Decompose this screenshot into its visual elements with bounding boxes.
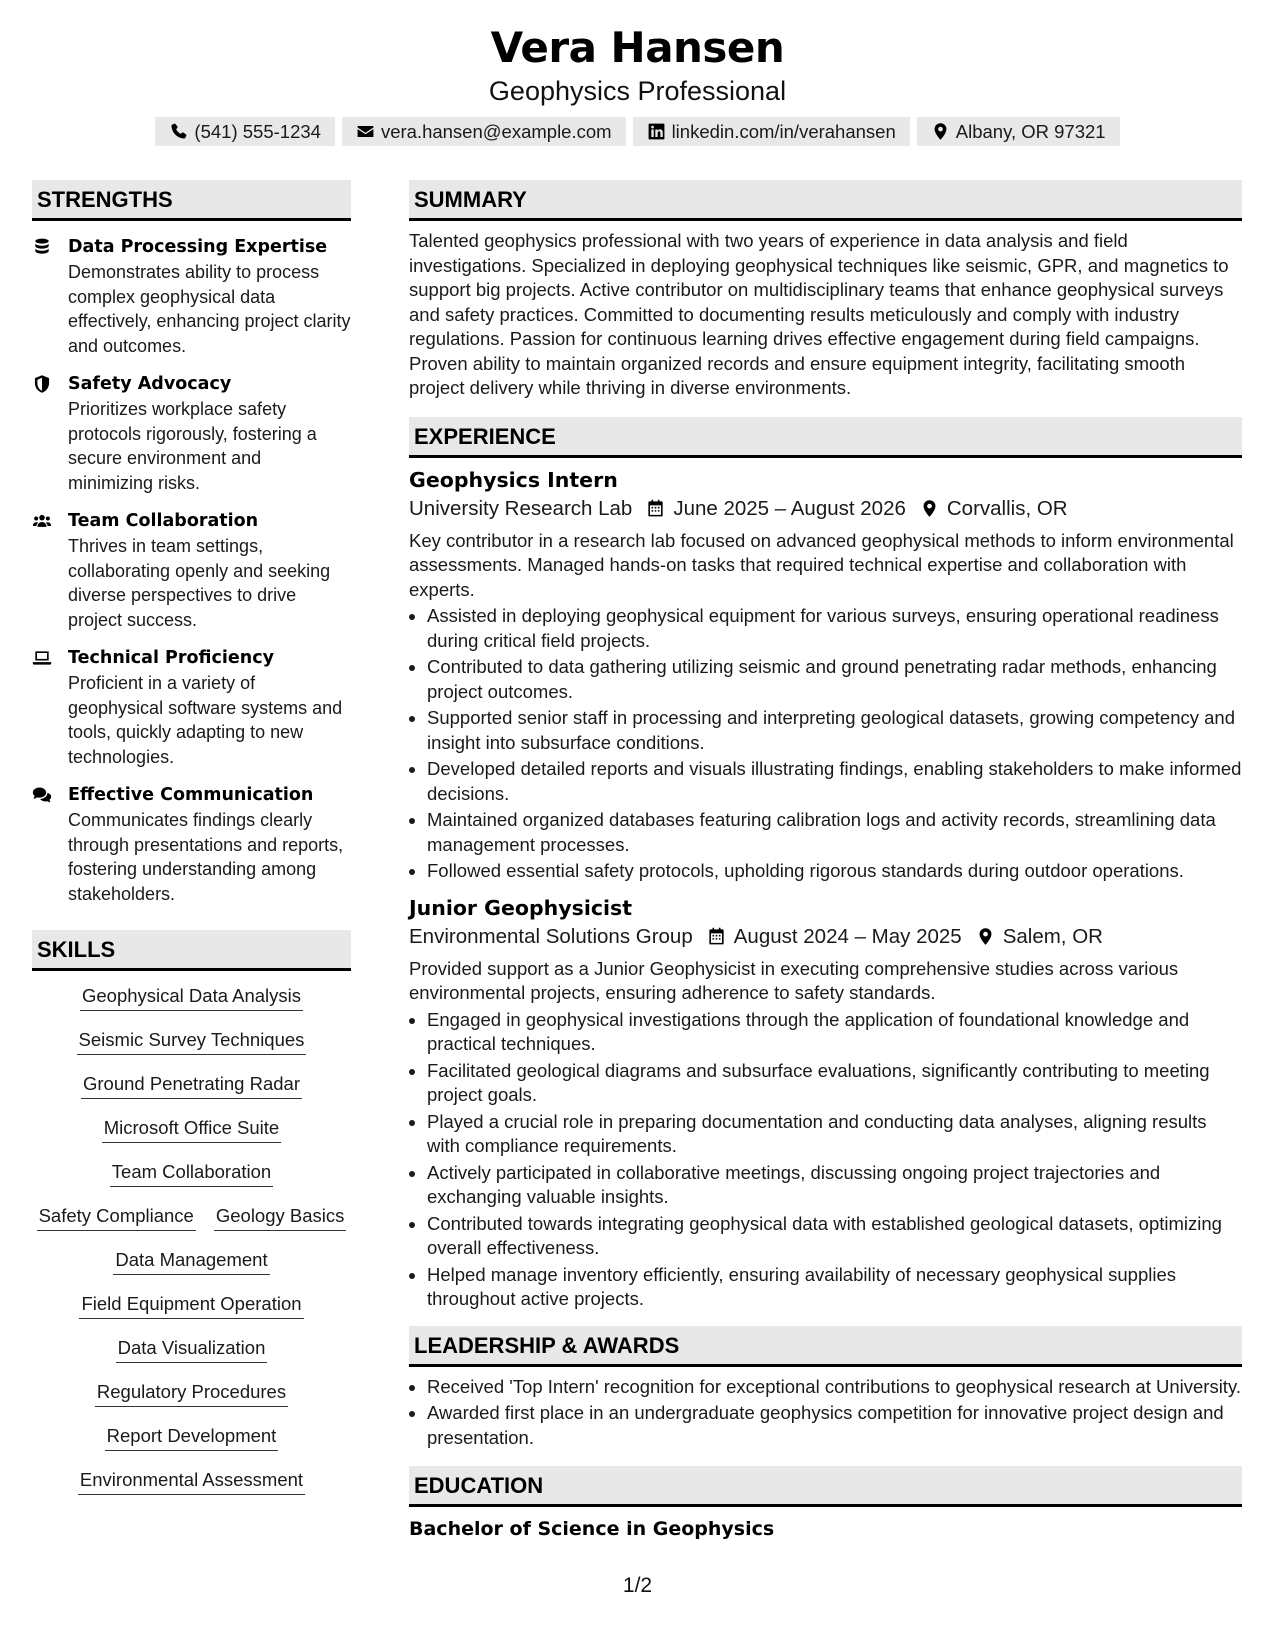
candidate-title: Geophysics Professional [488,76,787,106]
skill-tag: Team Collaboration [110,1160,273,1187]
right-column [409,180,1242,1542]
job-meta [409,923,1242,951]
strength-title: Technical Proficiency [68,648,274,668]
strength-title: Team Collaboration [68,511,259,531]
skill-tag: Seismic Survey Techniques [77,1028,307,1055]
awards-heading: LEADERSHIP & AWARDS [409,1326,1242,1367]
envelope-icon [356,122,375,141]
strength-desc: Thrives in team settings, collaborating openly and seeking diverse perspectives to drive project success. [68,536,331,630]
linkedin-icon [647,122,666,141]
experience-heading: EXPERIENCE [409,417,1242,458]
job-org: University Research Lab [409,496,633,520]
strength-title: Safety Advocacy [68,374,232,394]
job-bullet: • Contributed to data gathering utilizing seismic and ground penetrating radar methods, enhancing project outcomes. [427,655,1242,704]
skill-tag: Environmental Assessment [78,1468,305,1495]
calendar-icon [707,927,726,946]
resume-header [0,20,1275,146]
job-dates: August 2024 – May 2025 [733,924,962,948]
job-org: Environmental Solutions Group [409,924,693,948]
strength-item [32,783,351,906]
comments-icon [32,785,52,805]
candidate-name: Vera Hansen [490,23,785,72]
page-number: 1/2 [622,1574,653,1597]
job-bullet: • Facilitated geological diagrams and subsurface evaluations, significantly contributing to meeting project goals. [427,1059,1242,1108]
job-bullet: • Developed detailed reports and visuals illustrating findings, enabling stakeholders to make informed decisions. [427,757,1242,806]
job-bullet: • Actively participated in collaborative meetings, discussing ongoing project trajectories and exchanging valuable insights. [427,1161,1242,1210]
award-item: • Awarded first place in an undergraduate geophysics competition for innovative project design and presentation. [427,1401,1242,1450]
job-bullet: • Contributed towards integrating geophysical data with established geological datasets, optimizing overall effectiveness. [427,1212,1242,1261]
job-meta [409,495,1242,523]
strengths-heading: STRENGTHS [32,180,351,221]
skill-tag: Data Management [113,1248,269,1275]
strength-item [32,372,351,495]
skill-tag: Regulatory Procedures [95,1380,288,1407]
skill-tag: Microsoft Office Suite [102,1116,281,1143]
contact-location[interactable] [917,117,1120,146]
job-location: Corvallis, OR [946,496,1068,520]
laptop-icon [32,648,52,668]
contact-email-text: vera.hansen@example.com [380,120,612,142]
skill-tag: Data Visualization [116,1336,268,1363]
job-bullet: • Played a crucial role in preparing documentation and conducting data analyses, aligning results with compliance requirements. [427,1110,1242,1159]
contact-phone-text: (541) 555-1234 [194,120,321,142]
job-location: Salem, OR [1002,924,1103,948]
contact-phone[interactable] [155,117,335,146]
summary-text: Talented geophysics professional with two years of experience in data analysis and field investigations. Specialized in deploying geophysical techniques like seismic, GPR, and magnetics to support big projects. Active contributor on multidisciplinary teams that enhance geophysical surveys and safety practices. Committed to documenting results meticulously and comply with industry regulations. Passion for continuous learning drives effective engagement during field campaigns. Proven ability to maintain organized records and ensure equipment integrity, facilitating smooth project delivery while thriving in diverse environments. [409,230,1229,398]
job-bullets [409,604,1242,884]
strength-desc: Prioritizes workplace safety protocols rigorously, fostering a secure environment and minimizing risks. [68,399,317,493]
contact-location-text: Albany, OR 97321 [955,120,1106,142]
job-bullet: • Maintained organized databases featuring calibration logs and activity records, streamlining data management processes. [427,808,1242,857]
job-bullet: • Followed essential safety protocols, upholding rigorous standards during outdoor operations. [427,859,1242,884]
job-title: Junior Geophysicist [409,895,633,920]
job-bullet: • Supported senior staff in processing and interpreting geological datasets, growing competency and insight into subsurface conditions. [427,706,1242,755]
job-bullet: • Engaged in geophysical investigations through the application of foundational knowledge and practical techniques. [427,1008,1242,1057]
strength-item [32,235,351,358]
contact-linkedin-text: linkedin.com/in/verahansen [671,120,896,142]
phone-icon [169,122,188,141]
skill-tag: Field Equipment Operation [79,1292,303,1319]
strength-desc: Proficient in a variety of geophysical software systems and tools, quickly adapting to new technologies. [68,673,343,767]
map-pin-icon [976,927,995,946]
skills-list [32,984,351,1495]
job-description: Key contributor in a research lab focused on advanced geophysical methods to inform environmental assessments. Managed hands-on tasks that required technical expertise and collaboration with experts. [409,529,1234,600]
awards-list [409,1375,1242,1451]
job-bullets [409,1008,1242,1312]
strength-desc: Demonstrates ability to process complex geophysical data effectively, enhancing project clarity and outcomes. [68,262,351,356]
strength-title: Effective Communication [68,785,314,805]
job-bullet: • Helped manage inventory efficiently, ensuring availability of necessary geophysical supplies throughout active projects. [427,1263,1242,1312]
strength-item [32,509,351,632]
contact-bar [0,117,1275,146]
job-entry [409,466,1242,884]
skill-tag: Geology Basics [214,1204,347,1231]
skills-heading: SKILLS [32,930,351,971]
contact-linkedin[interactable] [633,117,910,146]
job-bullet: • Assisted in deploying geophysical equipment for various surveys, ensuring operational readiness during critical field projects. [427,604,1242,653]
strength-item [32,646,351,769]
users-icon [32,511,52,531]
education-degree: Bachelor of Science in Geophysics [409,1518,775,1540]
map-pin-icon [920,499,939,518]
education-heading: EDUCATION [409,1466,1242,1507]
skill-tag: Geophysical Data Analysis [80,984,303,1011]
skill-tag: Ground Penetrating Radar [81,1072,302,1099]
contact-email[interactable] [342,117,626,146]
shield-icon [32,374,52,394]
job-entry [409,894,1242,1312]
award-item: • Received 'Top Intern' recognition for exceptional contributions to geophysical research at University. [427,1375,1242,1400]
skill-tag: Report Development [105,1424,279,1451]
calendar-icon [646,499,665,518]
database-icon [32,237,52,257]
job-description: Provided support as a Junior Geophysicist in executing comprehensive studies across various environmental projects, ensuring adherence to safety standards. [409,957,1179,1003]
left-column [32,180,351,1495]
strength-desc: Communicates findings clearly through presentations and reports, fostering understanding among stakeholders. [68,810,344,904]
summary-heading: SUMMARY [409,180,1242,221]
job-title: Geophysics Intern [409,467,618,492]
job-dates: June 2025 – August 2026 [673,496,906,520]
map-pin-icon [931,122,950,141]
skill-tag: Safety Compliance [37,1204,196,1231]
strength-title: Data Processing Expertise [68,237,328,257]
